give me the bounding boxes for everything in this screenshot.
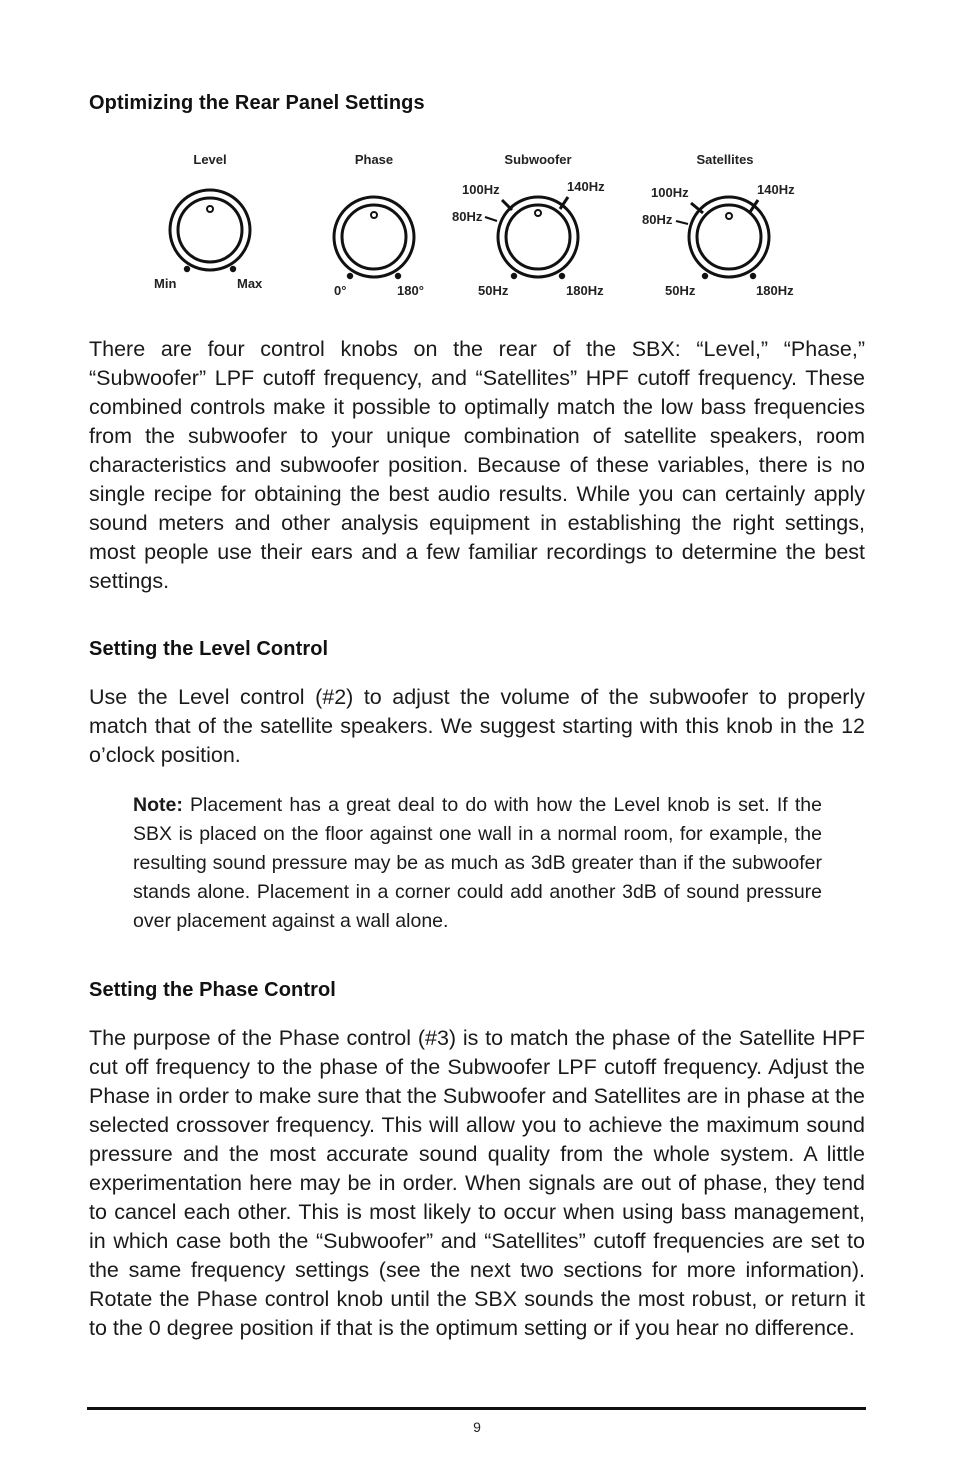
footer-rule (87, 1407, 866, 1410)
level-knob (154, 152, 263, 291)
level-note (133, 791, 822, 936)
intro-paragraph: There are four control knobs on the rear of the SBX: “Level,” “Phase,” “Subwoofer” LPF cutoff frequency, and “Satellites” HPF cutoff frequency. These combined controls make it possible to optimally match the low bass frequencies from the subwoofer to your unique combination of satellite speakers, room characteristics and subwoofer position. Because of these variables, there is no single recipe for obtaining the best audio results. While you can certainly apply sound meters and other analysis equipment in establishing the right settings, most people use their ears and a few familiar recordings to determine the best settings. (89, 337, 865, 593)
phase-title: Phase (354, 152, 394, 167)
phase-paragraph: The purpose of the Phase control (#3) is to match the phase of the Satellite HPF cut off frequency to the phase of the Subwoofer LPF cutoff frequency. Adjust the Phase in order to make sure that the Subwoofer and Satellites are in phase at the selected crossover frequency. This will allow you to achieve the maximum sound pressure and the most accurate sound quality from the whole system. A little experimentation here may be in order. When signals are out of phase, they tend to cancel each other. This is most likely to occur when using bass management, in which case both the “Subwoofer” and “Satellites” cutoff frequencies are set to the same frequency settings (see the next two sections for more information). Rotate the Phase control knob until the SBX sounds the most robust, or return it to the 0 degree position if that is the optimum setting or if you hear no difference. (89, 1026, 865, 1340)
note-text: Placement has a great deal to do with how the Level knob is set. If the SBX is placed on the floor against one wall in a normal room, for example, the resulting sound pressure may be as much as 3dB greater than if the subwoofer stands alone. Placement in a corner could add another 3dB of sound pressure over placement against a wall alone. (133, 794, 822, 932)
satellites-50hz-label: 50Hz (665, 283, 696, 298)
level-max-label: Max (237, 276, 263, 291)
heading-phase-control: Setting the Phase Control (89, 979, 336, 1001)
phase-min-label: 0° (334, 283, 347, 298)
level-min-label: Min (154, 276, 177, 291)
page-number: 9 (473, 1419, 481, 1435)
satellites-knob (642, 152, 795, 298)
subwoofer-title: Subwoofer (504, 152, 572, 167)
subwoofer-80hz-label: 80Hz (452, 209, 483, 224)
phase-knob (334, 152, 424, 298)
heading-level-control: Setting the Level Control (89, 638, 329, 660)
subwoofer-knob (452, 152, 605, 298)
satellites-140hz-label: 140Hz (757, 182, 795, 197)
subwoofer-100hz-label: 100Hz (462, 182, 500, 197)
satellites-80hz-label: 80Hz (642, 212, 673, 227)
satellites-180hz-label: 180Hz (756, 283, 794, 298)
satellites-title: Satellites (696, 152, 754, 167)
rear-panel-knob-diagram (140, 145, 820, 305)
note-label: Note: (133, 794, 183, 816)
satellites-100hz-label: 100Hz (651, 185, 689, 200)
heading-rear-panel: Optimizing the Rear Panel Settings (89, 92, 425, 114)
level-paragraph: Use the Level control (#2) to adjust the volume of the subwoofer to properly match that of the satellite speakers. We suggest starting with this knob in the 12 o’clock position. (89, 685, 865, 767)
subwoofer-50hz-label: 50Hz (478, 283, 509, 298)
subwoofer-180hz-label: 180Hz (566, 283, 604, 298)
subwoofer-140hz-label: 140Hz (567, 179, 605, 194)
level-title: Level (193, 152, 227, 167)
phase-max-label: 180° (397, 283, 424, 298)
